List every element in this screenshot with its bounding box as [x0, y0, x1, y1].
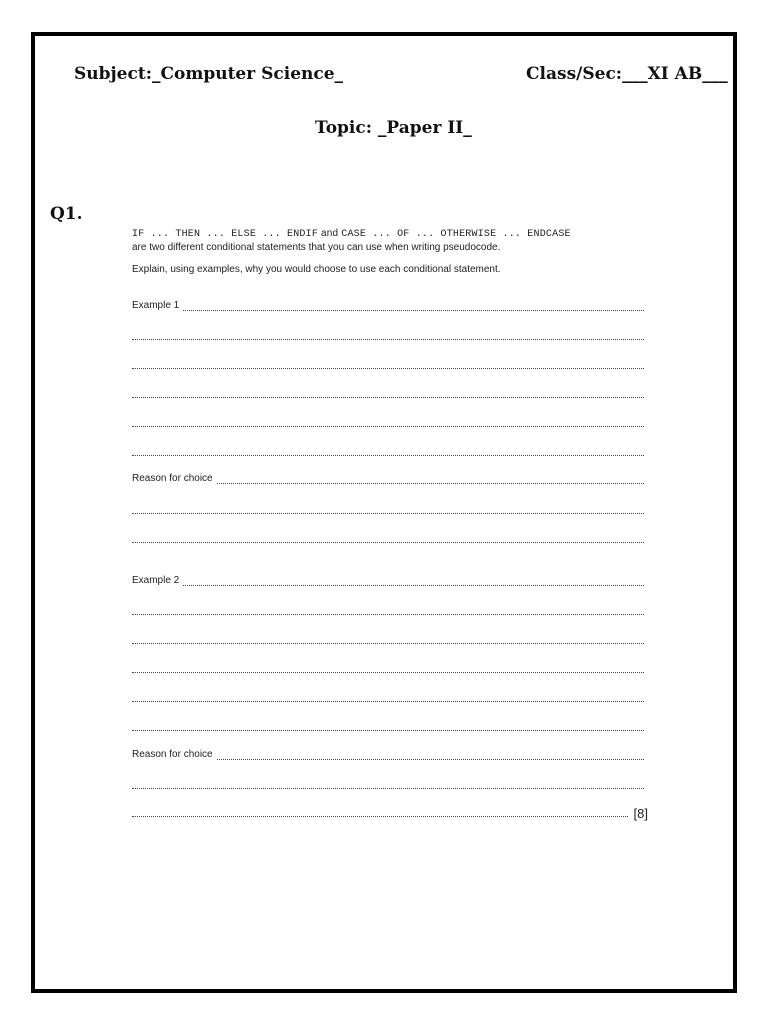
answer-line[interactable]	[132, 503, 644, 515]
example-2-label: Example 2	[132, 575, 180, 586]
subject-heading: Subject:_Computer Science_	[74, 64, 344, 84]
class-section-heading: Class/Sec:___XI AB___	[526, 64, 728, 84]
answer-line[interactable]	[132, 662, 644, 674]
marks-label: [8]	[633, 806, 648, 821]
answer-line[interactable]	[132, 633, 644, 645]
answer-line[interactable]	[132, 445, 644, 457]
dotted-rule	[132, 614, 644, 615]
dotted-rule	[132, 397, 644, 398]
dotted-rule	[132, 455, 644, 456]
answer-line[interactable]	[132, 691, 644, 703]
answer-line[interactable]	[132, 416, 644, 428]
statement-continuation: are two different conditional statements that you can use when writing pseudocode.	[132, 242, 501, 253]
dotted-rule	[183, 310, 644, 311]
dotted-rule	[132, 730, 644, 731]
dotted-rule	[132, 788, 644, 789]
question-number: Q1.	[50, 204, 83, 224]
reason-1-label: Reason for choice	[132, 473, 213, 484]
example-1-label: Example 1	[132, 300, 180, 311]
question-instruction: Explain, using examples, why you would choose to use each conditional statement.	[132, 264, 501, 275]
dotted-rule	[132, 513, 644, 514]
statement-line	[132, 228, 644, 241]
example-1-line[interactable]	[132, 300, 644, 312]
answer-line[interactable]	[132, 358, 644, 370]
dotted-rule	[217, 483, 644, 484]
dotted-rule	[132, 542, 644, 543]
statement-and: and	[318, 228, 342, 239]
topic-heading: Topic: _Paper II_	[315, 118, 472, 138]
reason-2-label: Reason for choice	[132, 749, 213, 760]
reason-1-line[interactable]	[132, 473, 644, 485]
answer-line[interactable]	[132, 532, 644, 544]
dotted-rule	[132, 672, 644, 673]
dotted-rule	[132, 426, 644, 427]
answer-line[interactable]	[132, 778, 644, 790]
dotted-rule	[132, 339, 644, 340]
answer-line[interactable]	[132, 720, 644, 732]
example-2-line[interactable]	[132, 575, 644, 587]
dotted-rule	[183, 585, 644, 586]
dotted-rule	[132, 368, 644, 369]
statement-code-case: CASE ... OF ... OTHERWISE ... ENDCASE	[341, 229, 571, 240]
reason-2-line[interactable]	[132, 749, 644, 761]
answer-line[interactable]	[132, 604, 644, 616]
dotted-rule	[217, 759, 644, 760]
question-body	[132, 228, 644, 276]
answer-line[interactable]	[132, 387, 644, 399]
answer-line[interactable]	[132, 329, 644, 341]
dotted-rule	[132, 816, 628, 817]
statement-code-if: IF ... THEN ... ELSE ... ENDIF	[132, 229, 319, 240]
dotted-rule	[132, 643, 644, 644]
dotted-rule	[132, 701, 644, 702]
answer-line[interactable]	[132, 806, 648, 821]
